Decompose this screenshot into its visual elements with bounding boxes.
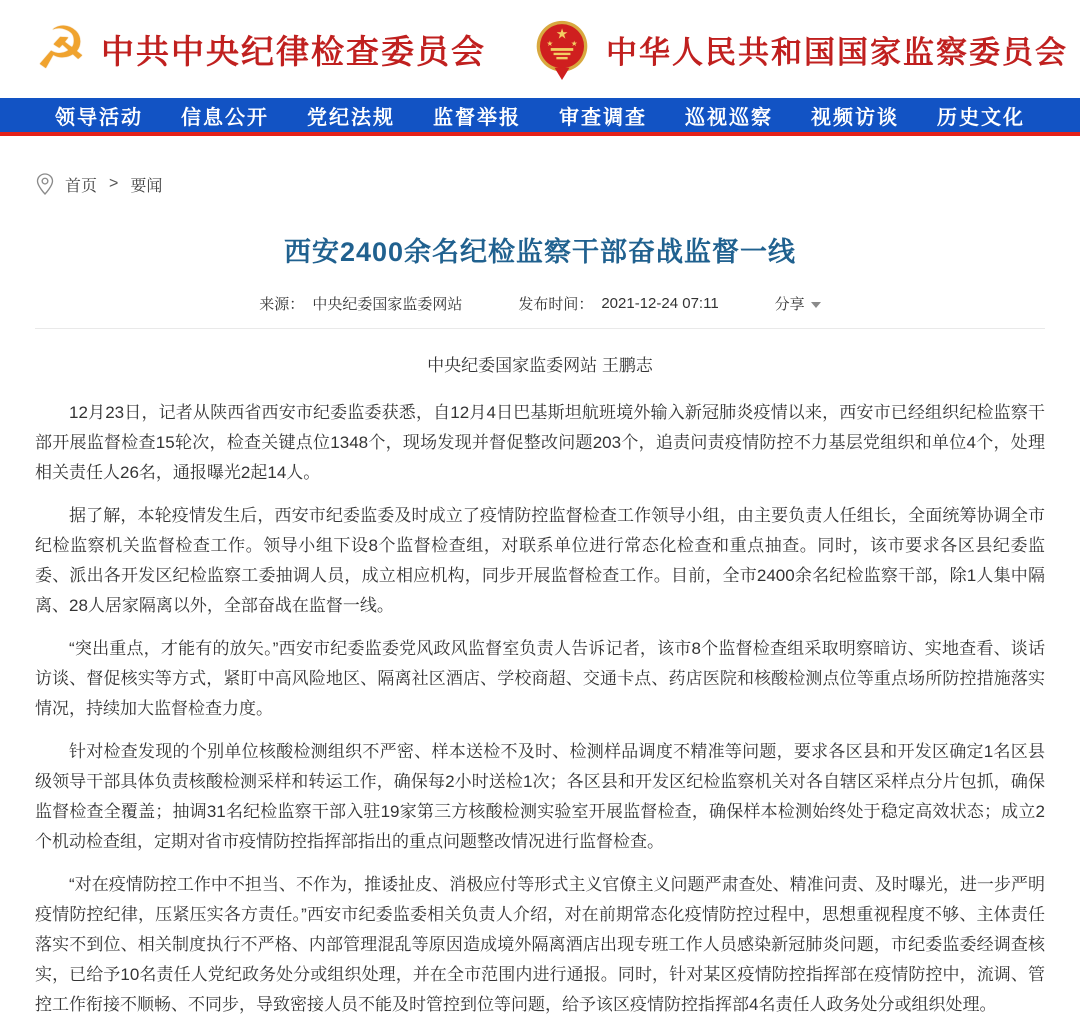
nav-item-supervision-report[interactable]: 监督举报 (433, 106, 521, 129)
nav-item-review-investigation[interactable]: 审查调查 (559, 106, 647, 129)
nav-item-history-culture[interactable]: 历史文化 (937, 106, 1025, 129)
source-label: 来源： (259, 296, 305, 313)
chevron-down-icon (811, 302, 821, 308)
source-value: 中央纪委国家监委网站 (312, 296, 463, 313)
article (0, 230, 1080, 1020)
main-nav (0, 98, 1080, 136)
article-paragraph: “突出重点，才能有的放矢。”西安市纪委监委党风政风监督室负责人告诉记者，该市8个监督检查组采取明察暗访、实地查看、谈话访谈、督促核实等方式，紧盯中高风险地区、隔离社区酒店、学校商超、交通卡点、药店医院和核酸检测点位等重点场所防控措施落实情况，持续加大监督检查力度。 (35, 639, 1045, 718)
article-paragraph: 12月23日，记者从陕西省西安市纪委监委获悉，自12月4日巴基斯坦航班境外输入新冠肺炎疫情以来，西安市已经组织纪检监察干部开展监督检查15轮次，检查关键点位1348个，现场发现并督促整改问题203个，追责问责疫情防控不力基层党组织和单位4个，处理相关责任人26名，通报曝光2起14人。 (35, 403, 1045, 482)
nsc-site-title: 中华人民共和国国家监察委员会 (606, 34, 1068, 70)
meta-divider (35, 328, 1045, 329)
breadcrumb-current-link[interactable]: 要闻 (130, 177, 163, 195)
breadcrumb-separator: > (109, 175, 119, 192)
ccdi-site-title: 中共中央纪律检查委员会 (101, 32, 486, 70)
article-title: 西安2400余名纪检监察干部奋战监督一线 (283, 237, 797, 267)
article-paragraph: “对在疫情防控工作中不担当、不作为，推诿扯皮、消极应付等形式主义官僚主义问题严肃查处、精准问责、及时曝光，进一步严明疫情防控纪律，压紧压实各方责任。”西安市纪委监委相关负责人介绍，对在前期常态化疫情防控过程中，思想重视程度不够、主体责任落实不到位、相关制度执行不严格、内部管理混乱等原因造成境外隔离酒店出现专班工作人员感染新冠肺炎问题，市纪委监委经调查核实，已给予10名责任人党纪政务处分或组织处理，并在全市范围内进行通报。同时，针对某区疫情防控指挥部在疫情防控中，流调、管控工作衔接不顺畅、不同步，导致密接人员不能及时管控到位等问题，给予该区疫情防控指挥部4名责任人政务处分或组织处理。 (35, 875, 1045, 1014)
publish-time-label: 发布时间： (518, 296, 594, 313)
nav-item-info-disclosure[interactable]: 信息公开 (181, 106, 269, 129)
article-meta (35, 293, 1045, 314)
nav-item-inspection-tour[interactable]: 巡视巡察 (685, 106, 773, 129)
share-label: 分享 (774, 296, 805, 313)
party-emblem-icon: ☭ (35, 16, 87, 81)
article-paragraph: 针对检查发现的个别单位核酸检测组织不严密、样本送检不及时、检测样品调度不精准等问题，要求各区县和开发区确定1名区县级领导干部具体负责核酸检测采样和转运工作，确保每2小时送检1次；各区县和开发区纪检监察机关对各自辖区采样点分片包抓，确保监督检查全覆盖；抽调31名纪检监察干部入驻19家第三方核酸检测实验室开展监督检查，确保样本检测始终处于稳定高效状态；成立2个机动检查组，定期对省市疫情防控指挥部指出的重点问题整改情况进行监督检查。 (35, 742, 1045, 851)
nav-item-party-regulations[interactable]: 党纪法规 (307, 106, 395, 129)
svg-text:★: ★ (555, 25, 569, 42)
article-body (35, 398, 1045, 1020)
site-header (0, 0, 1080, 98)
breadcrumb-home-link[interactable]: 首页 (65, 177, 98, 195)
svg-text:★: ★ (546, 39, 554, 49)
nsc-logo-link[interactable] (532, 18, 1068, 80)
breadcrumb (0, 136, 1080, 196)
ccdi-logo-link[interactable] (35, 18, 486, 80)
nav-item-leader-activities[interactable]: 领导活动 (55, 106, 143, 129)
national-emblem-icon (532, 18, 592, 80)
article-byline: 中央纪委国家监委网站 王鹏志 (427, 356, 653, 375)
publish-time-value: 2021-12-24 07:11 (601, 295, 719, 312)
article-paragraph: 据了解，本轮疫情发生后，西安市纪委监委及时成立了疫情防控监督检查工作领导小组，由主要负责人任组长，全面统筹协调全市纪检监察机关监督检查工作。领导小组下设8个监督检查组，对联系单位进行常态化检查和重点抽查。同时，该市要求各区县纪委监委、派出各开发区纪检监察工委抽调人员，成立相应机构，同步开展监督检查工作。目前，全市2400余名纪检监察干部，除1人集中隔离、28人居家隔离以外，全部奋战在监督一线。 (35, 506, 1045, 615)
location-pin-icon (35, 172, 55, 196)
share-button[interactable] (775, 293, 821, 314)
nav-item-video-interviews[interactable]: 视频访谈 (811, 106, 899, 129)
svg-text:★: ★ (570, 39, 578, 49)
